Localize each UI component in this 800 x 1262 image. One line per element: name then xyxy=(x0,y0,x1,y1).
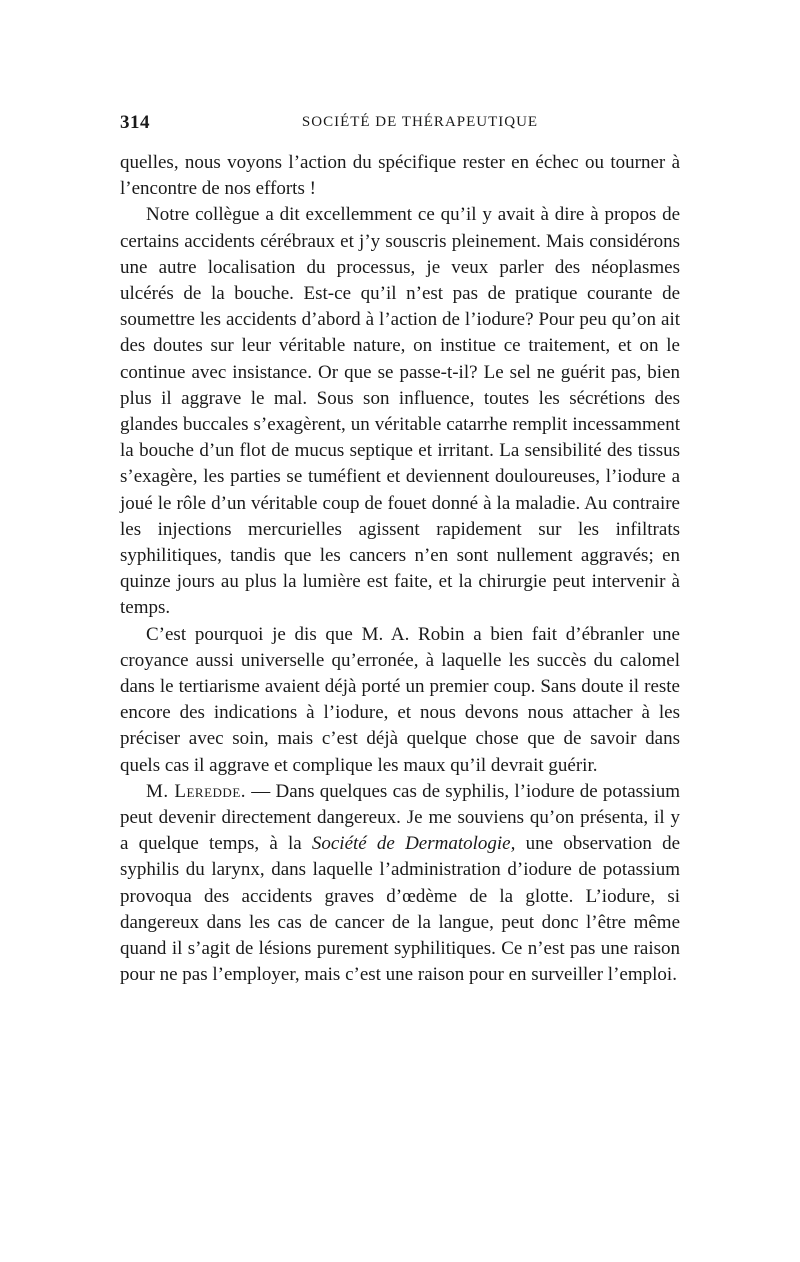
running-head xyxy=(120,112,680,142)
paragraph-4 xyxy=(120,779,680,989)
speaker-dash: — xyxy=(246,780,276,802)
paragraph-2: Notre collègue a dit excellemment ce qu’il y avait à dire à propos de certains accidents cérébraux et j’y souscris pleinement. Mais considérons une autre localisation du processus, je veux parler des néoplasmes ulcérés de la bouche. Est-ce qu’il n’est pas de pratique courante de soumettre les accidents d’abord à l’action de l’iodure? Pour peu qu’on ait des doutes sur leur véritable nature, on institue ce traitement, et on le continue avec insistance. Or que se passe-t-il? Le sel ne guérit pas, bien plus il aggrave le mal. Sous son influence, toutes les sécrétions des glandes buccales s’exagèrent, un véritable catarrhe remplit incessamment la bouche d’un flot de mucus septique et irritant. La sensibilité des tissus s’exagère, les parties se tuméfient et deviennent douloureuses, l’iodure a joué le rôle d’un véritable coup de fouet donné à la maladie. Au contraire les injections mercurielles agissent rapidement sur les infiltrats syphilitiques, tandis que les cancers n’en sont nullement aggravés; en quinze jours au plus la lumière est faite, et la chirurgie peut intervenir à temps. xyxy=(120,204,680,619)
paragraph-4-text-end: une observation de syphilis du larynx, dans laquelle l’administration d’iodure de potassium provoqua des accidents graves d’œdème de la glotte. L’iodure, si dangereux dans les cas de cancer de la langue, peut donc l’être même quand il s’agit de lésions purement syphilitiques. Ce n’est pas une raison pour ne pas l’employer, mais c’est une raison pour en surveiller l’emploi. xyxy=(120,833,680,986)
journal-title: Société de Dermatologie, xyxy=(311,833,516,855)
body-text xyxy=(120,150,680,989)
page xyxy=(120,112,680,989)
paragraph-4-text-start: Dans quelques cas de syphilis, l’iodure de potassium peut devenir directement dangereux. Je me souviens qu’on présenta, il y a quelque temps, à la xyxy=(120,780,680,855)
running-title: SOCIÉTÉ DE THÉRAPEUTIQUE xyxy=(301,114,539,130)
page-number: 314 xyxy=(120,112,150,133)
speaker-name: M. Leredde. xyxy=(146,780,247,802)
paragraph-3: C’est pourquoi je dis que M. A. Robin a bien fait d’ébranler une croyance aussi universelle qu’erronée, à laquelle les succès du calomel dans le tertiarisme avaient déjà porté un premier coup. Sans doute il reste encore des indications à l’iodure, et nous devons nous attacher à les préciser avec soin, mais c’est déjà quelque chose que de savoir dans quels cas il aggrave et complique les maux qu’il devrait guérir. xyxy=(120,623,680,776)
paragraph-1: quelles, nous voyons l’action du spécifique rester en échec ou tourner à l’encontre de nos efforts ! xyxy=(120,152,680,200)
